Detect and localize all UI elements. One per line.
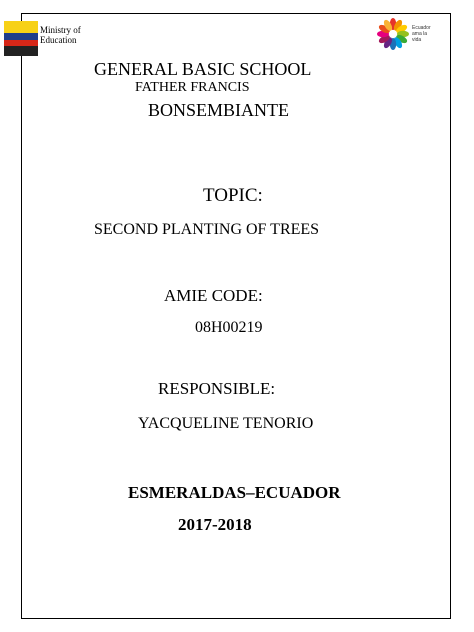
amie-code-label: AMIE CODE:	[164, 286, 263, 305]
responsible-label: RESPONSIBLE:	[158, 379, 276, 398]
topic-value: SECOND PLANTING OF TREES	[94, 221, 320, 238]
flower-emblem-icon	[376, 17, 410, 51]
amie-code-value: 08H00219	[195, 319, 263, 336]
responsible-value: YACQUELINE TENORIO	[138, 415, 314, 432]
brand-logo-text: Ecuador ama la vida	[412, 25, 431, 43]
ecuador-brand-logo	[376, 17, 431, 51]
school-name: GENERAL BASIC SCHOOL	[94, 59, 312, 79]
ministry-logo	[0, 17, 92, 61]
topic-label: TOPIC:	[203, 185, 263, 206]
location: ESMERALDAS–ECUADOR	[128, 483, 341, 502]
school-name-line-3: BONSEMBIANTE	[148, 100, 290, 120]
school-name-line-2: FATHER FRANCIS	[135, 80, 250, 95]
school-years: 2017-2018	[178, 515, 252, 534]
ministry-logo-text: Ministry of Education	[40, 25, 81, 45]
ecuador-flag-stripes-icon	[4, 17, 38, 61]
